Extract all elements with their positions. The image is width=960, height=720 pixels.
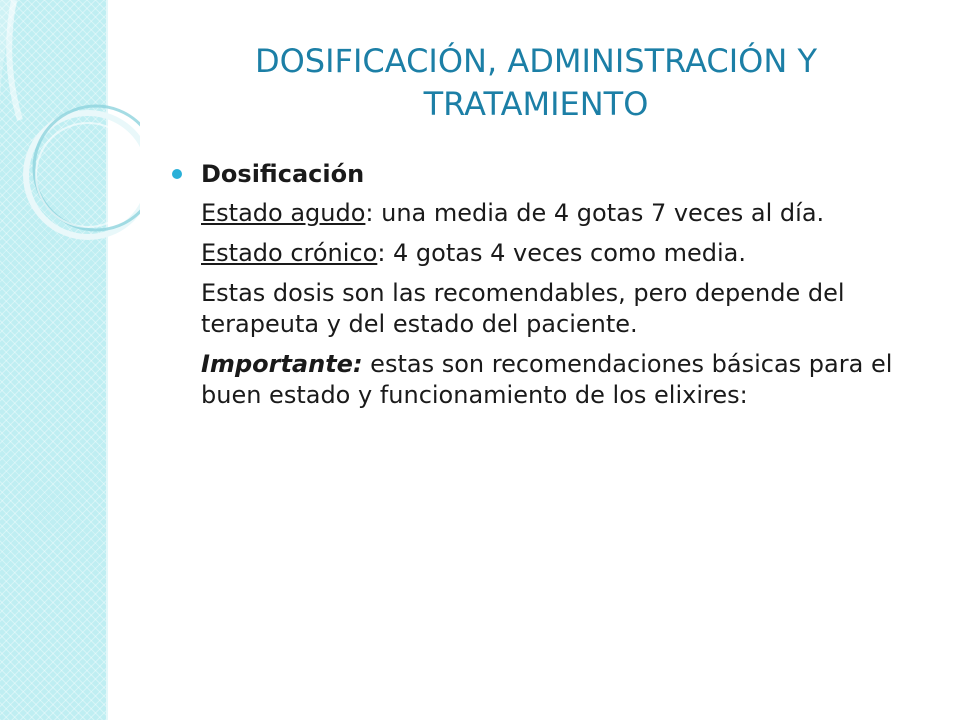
side-decoration-band: [0, 0, 108, 720]
chronic-state-label: Estado crónico: [201, 239, 378, 267]
doses-note-paragraph: Estas dosis son las recomendables, pero depende del terapeuta y del estado del paciente.: [201, 279, 845, 338]
chronic-state-paragraph: [201, 238, 932, 269]
slide-body: [172, 156, 932, 420]
important-label: Importante:: [201, 350, 363, 378]
acute-state-label: Estado agudo: [201, 199, 366, 227]
bullet-dot-icon: [172, 169, 182, 179]
bullet-heading: Dosificación: [201, 160, 365, 188]
important-paragraph: [201, 349, 932, 411]
bullet-item: [172, 156, 932, 192]
important-text: estas son recomendaciones básicas para el buen estado y funcionamiento de los elixires:: [201, 350, 893, 409]
acute-state-paragraph: [201, 198, 932, 229]
slide-title: DOSIFICACIÓN, ADMINISTRACIÓN Y TRATAMIENTO: [254, 42, 818, 123]
chronic-state-text: : 4 gotas 4 veces como media.: [377, 239, 747, 267]
acute-state-text: : una media de 4 gotas 7 veces al día.: [365, 199, 825, 227]
